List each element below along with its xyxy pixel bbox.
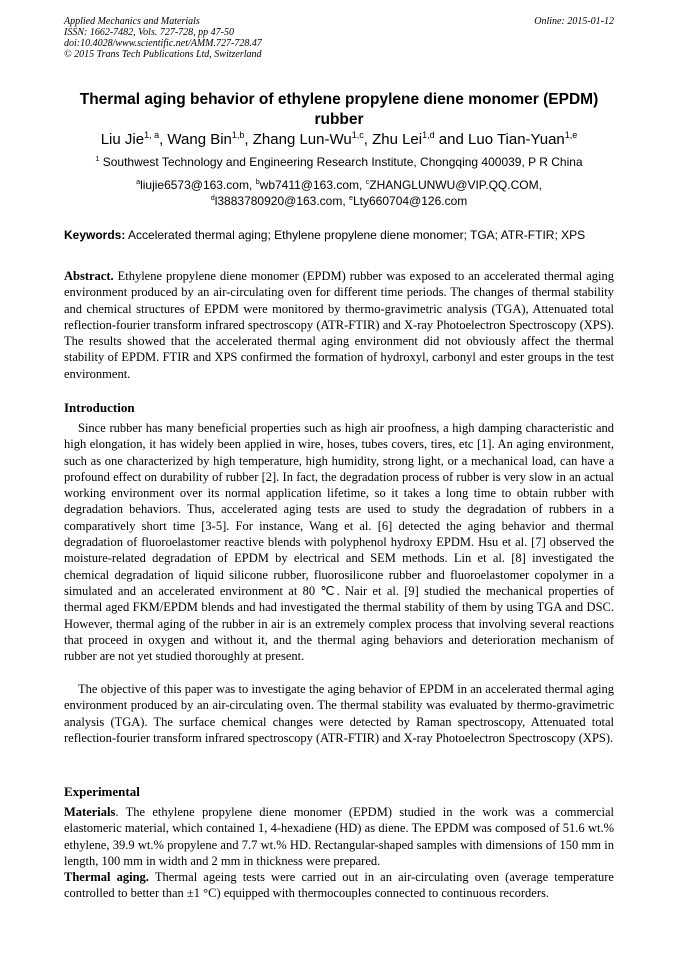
email-address[interactable]: ZHANGLUNWU@VIP.QQ.COM, (369, 178, 542, 192)
section-heading-experimental: Experimental (64, 784, 140, 799)
email-mark: d (210, 193, 215, 202)
introduction-paragraph-2: The objective of this paper was to investigate the aging behavior of EPDM in an accelerated thermal aging environment produced by an air-circulating oven. The thermal stability was evaluated by thermo-gravimetric analysis (TGA). The surface chemical changes were detected by Raman spectroscopy, Attenuated total reflection-fourier transform infrared spectroscopy (ATR-FTIR) and X-ray Photoelectron Spectroscopy (XPS). (64, 682, 614, 745)
email-mark: e (349, 193, 353, 202)
author-separator: , (363, 131, 373, 148)
author-name: Liu Jie (100, 131, 145, 148)
author-and: and (434, 131, 469, 148)
journal-header (64, 16, 262, 60)
issn-line: ISSN: 1662-7482, Vols. 727-728, pp 47-50 (64, 27, 234, 38)
author-name: Zhang Lun-Wu (252, 131, 352, 148)
paper-title: Thermal aging behavior of ethylene propylene diene monomer (EPDM) rubber (79, 91, 599, 128)
email-line (64, 193, 614, 209)
author-list (64, 131, 614, 149)
author-name: Luo Tian-Yuan (468, 131, 565, 148)
materials-text: . The ethylene propylene diene monomer (EPDM) studied in the work was a commercial elastomeric material, which contained 1, 4-hexadiene (HD) as diene. The EPDM was composed of 51.6 wt.% ethylene, 39.9 wt.% propylene and 7.7 wt.% HD. Rectangular-shaped samples with dimensions of 150 mm in length, 100 mm in width and 2 mm in thickness were prepared. (64, 805, 614, 868)
affiliation (64, 155, 614, 170)
materials-paragraph (64, 804, 614, 869)
section-heading-introduction: Introduction (64, 400, 135, 415)
thermal-aging-paragraph (64, 869, 614, 902)
author-separator: , (244, 131, 253, 148)
author-affiliation-mark: 1,d (422, 130, 435, 140)
keywords-text: Accelerated thermal aging; Ethylene propylene diene monomer; TGA; ATR-FTIR; XPS (125, 228, 586, 242)
email-address[interactable]: wb7411@163.com, (259, 178, 366, 192)
author-name: Zhu Lei (372, 131, 423, 148)
keywords-label: Keywords: (64, 228, 126, 242)
email-line (64, 177, 614, 193)
journal-name: Applied Mechanics and Materials (64, 16, 200, 27)
thermal-aging-label: Thermal aging. (64, 870, 149, 884)
doi-line: doi:10.4028/www.scientific.net/AMM.727-728.47 (64, 38, 262, 49)
abstract-text: Ethylene propylene diene monomer (EPDM) rubber was exposed to an accelerated thermal aging environment produced by an air-circulating oven for different time periods. The changes of thermal stability and chemical structures of EPDM were monitored by thermo-gravimetric analysis (TGA), Attenuated total reflection-fourier transform infrared spectroscopy (ATR-FTIR) and X-ray Photoelectron Spectroscopy (XPS). The results showed that the accelerated thermal aging environment did not obviously affect the thermal stability of EPDM. FTIR and XPS confirmed the formation of hydroxyl, carbonyl and ester groups in the test environment. (64, 269, 614, 381)
email-mark: b (255, 177, 260, 186)
abstract-label: Abstract. (64, 269, 114, 283)
abstract (64, 268, 614, 382)
introduction-paragraph-1: Since rubber has many beneficial properties such as high air proofness, a high damping characteristic and high elongation, it has widely been applied in wire, hoses, tubes covers, tires, etc [1]. An aging environment, such as one characterized by high temperature, high humidity, strong light, or a mechanical load, can have a profound effect on durability of rubber [2]. In fact, the degradation process of rubber is very slow in an actual working environment over its normal application lifetime, so it takes a long time to obtain rubber with degradation behaviors. Thus, accelerated aging tests are used to study the degradation of rubbers in a comparatively short time [3-5]. For instance, Wang et al. [6] detected the aging behavior and thermal degradation of fluoroelastomer reactive blends with polyphenol hydroxy EPDM. Hsu et al. [7] observed the moisture-related degradation of EPDM by electrical and SEM methods. Lin et al. [8] investigated the chemical degradation of liquid silicone rubber, fluorosilicone rubber and fluoroelastomer copolymer in a simulated and an accelerated environment at 80 ℃. Nair et al. [9] studied the mechanical properties of thermal aged FKM/EPDM blends and had investigated the thermal stability of them by using TGA and DSC. However, thermal aging of the rubber in air is an extremely complex process that involving several reactions that proceed in oxygen and without it, and the thermal aging behaviors and deterioration mechanism of rubber are not yet studied thoroughly at present. (64, 421, 614, 664)
online-date: Online: 2015-01-12 (534, 16, 614, 27)
author-affiliation-mark: 1,c (351, 130, 364, 140)
author-name: Wang Bin (167, 131, 232, 148)
email-mark: a (136, 177, 141, 186)
affiliation-text: Southwest Technology and Engineering Research Institute, Chongqing 400039, P R China (99, 155, 583, 169)
author-emails (64, 177, 614, 209)
email-mark: c (365, 177, 370, 186)
email-address[interactable]: Lty660704@126.com (353, 194, 468, 208)
email-address[interactable]: liujie6573@163.com, (140, 178, 256, 192)
copyright-line: © 2015 Trans Tech Publications Ltd, Switzerland (64, 49, 262, 60)
author-separator: , (159, 131, 168, 148)
email-address[interactable]: l3883780920@163.com, (214, 194, 349, 208)
author-affiliation-mark: 1,b (231, 130, 245, 140)
author-affiliation-mark: 1, a (144, 130, 160, 140)
author-affiliation-mark: 1,e (564, 130, 578, 140)
affiliation-mark: 1 (95, 154, 100, 163)
thermal-aging-text: Thermal ageing tests were carried out in an air-circulating oven (average temperature controlled to better than ±1 °C) equipped with thermocouples connected to continuous recorders. (64, 870, 614, 901)
keywords (64, 228, 616, 243)
materials-label: Materials (64, 805, 116, 819)
